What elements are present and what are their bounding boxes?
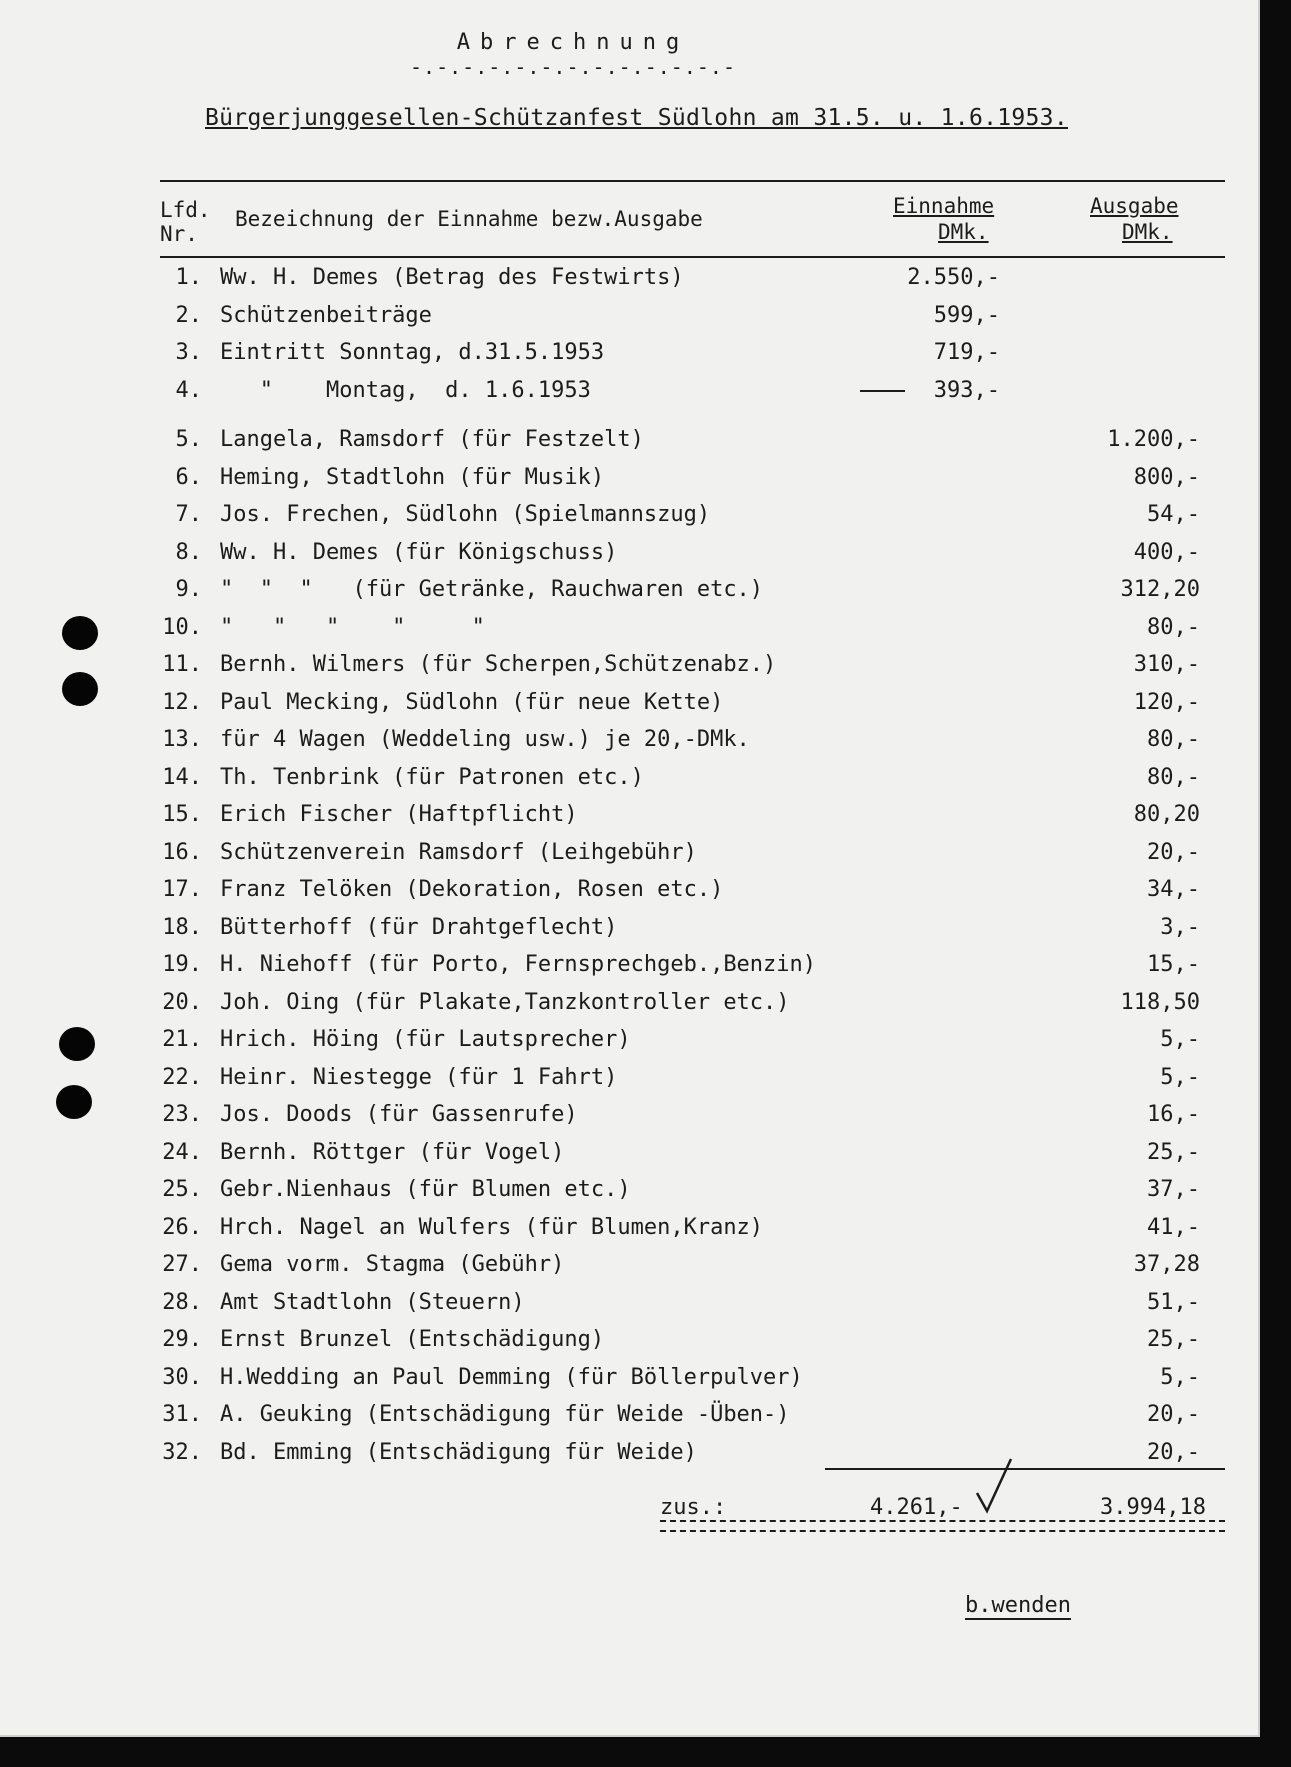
row-description: Franz Telöken (Dekoration, Rosen etc.): [220, 877, 724, 902]
row-expense: 41,-: [1147, 1214, 1200, 1240]
document-title: Abrechnung: [456, 30, 690, 55]
row-description: Schützenverein Ramsdorf (Leihgebühr): [220, 839, 697, 865]
row-description: Schützenbeiträge: [220, 302, 432, 328]
row-number: 32.: [162, 1439, 202, 1465]
row-description: Th. Tenbrink (für Patronen etc.): [220, 764, 644, 790]
row-description: Hrich. Höing (für Lautsprecher): [220, 1027, 631, 1052]
table-row: [0, 952, 1258, 988]
row-expense: 80,20: [1133, 802, 1200, 827]
row-number: 11.: [162, 652, 202, 677]
row-income: 719,-: [933, 340, 1000, 365]
turn-over-note: b.wenden: [965, 1593, 1071, 1618]
row-expense: 15,-: [1147, 952, 1200, 977]
row-number: 25.: [162, 1177, 202, 1202]
header-nr-line1: Lfd.: [160, 198, 211, 222]
table-row: [0, 652, 1258, 688]
row-expense: 5,-: [1160, 1027, 1200, 1052]
header-income-line2: DMk.: [938, 220, 989, 244]
row-expense: 80,-: [1147, 614, 1200, 640]
title-underline-decoration: -.-.-.-.-.-.-.-.-.-.-.-.-: [409, 55, 737, 79]
row-number: 24.: [162, 1139, 202, 1165]
table-header-rule: [160, 256, 1225, 258]
row-number: 8.: [175, 539, 202, 565]
table-row: [0, 1440, 1258, 1476]
row-expense: 120,-: [1133, 689, 1200, 715]
row-description: Erich Fischer (Haftpflicht): [220, 802, 578, 827]
row-description: Bütterhoff (für Drahtgeflecht): [220, 914, 618, 940]
row-number: 10.: [162, 614, 202, 640]
row-description: Langela, Ramsdorf (für Festzelt): [220, 427, 644, 452]
row-description: Ww. H. Demes (für Königschuss): [220, 539, 618, 565]
row-number: 27.: [162, 1252, 202, 1277]
row-number: 14.: [162, 764, 202, 790]
row-number: 21.: [162, 1027, 202, 1052]
row-expense: 80,-: [1147, 727, 1200, 752]
row-description: Jos. Doods (für Gassenrufe): [220, 1102, 578, 1127]
row-number: 23.: [162, 1102, 202, 1127]
row-expense: 80,-: [1147, 764, 1200, 790]
table-row: [0, 615, 1258, 651]
row-number: 6.: [175, 464, 202, 490]
row-expense: 400,-: [1133, 539, 1200, 565]
table-row: [0, 990, 1258, 1026]
total-expense: 3.994,18: [1100, 1495, 1206, 1520]
table-row: [0, 1327, 1258, 1363]
row-number: 2.: [175, 302, 202, 328]
row-number: 19.: [162, 952, 202, 977]
row-description: H. Niehoff (für Porto, Fernsprechgeb.,Benzin): [220, 952, 817, 977]
document-subtitle: Bürgerjunggesellen-Schützanfest Südlohn am 31.5. u. 1.6.1953.: [205, 105, 1068, 131]
row-expense: 20,-: [1147, 1439, 1200, 1465]
table-row: [0, 1065, 1258, 1101]
table-row: [0, 502, 1258, 538]
row-expense: 54,-: [1147, 502, 1200, 527]
row-description: für 4 Wagen (Weddeling usw.) je 20,-DMk.: [220, 727, 750, 752]
row-number: 18.: [162, 914, 202, 940]
row-number: 29.: [162, 1327, 202, 1352]
total-double-rule: [660, 1520, 1225, 1532]
row-income: 599,-: [933, 302, 1000, 328]
table-row: [0, 1102, 1258, 1138]
table-top-rule: [160, 180, 1225, 182]
row-number: 3.: [175, 340, 202, 365]
row-expense: 118,50: [1120, 989, 1200, 1015]
row-expense: 3,-: [1160, 914, 1200, 940]
row-description: Bernh. Wilmers (für Scherpen,Schützenabz.): [220, 652, 777, 677]
row-expense: 34,-: [1147, 877, 1200, 902]
row-description: Ernst Brunzel (Entschädigung): [220, 1327, 605, 1352]
row-expense: 25,-: [1147, 1327, 1200, 1352]
table-row: [0, 340, 1258, 376]
table-row: [0, 915, 1258, 951]
row-expense: 5,-: [1160, 1364, 1200, 1390]
table-row: [0, 765, 1258, 801]
row-expense: 310,-: [1133, 652, 1200, 677]
row-description: Amt Stadtlohn (Steuern): [220, 1289, 525, 1315]
row-expense: 1.200,-: [1107, 427, 1200, 452]
row-description: H.Wedding an Paul Demming (für Böllerpulver): [220, 1364, 803, 1390]
row-number: 30.: [162, 1364, 202, 1390]
table-row: [0, 1290, 1258, 1326]
table-row: [0, 690, 1258, 726]
header-description: Bezeichnung der Einnahme bezw.Ausgabe: [235, 207, 703, 231]
row-description: Jos. Frechen, Südlohn (Spielmannszug): [220, 502, 711, 527]
table-row: [0, 378, 1258, 414]
row-income: 2.550,-: [907, 265, 1000, 290]
table-row: [0, 1215, 1258, 1251]
table-row: [0, 877, 1258, 913]
table-row: [0, 840, 1258, 876]
table-row: [0, 577, 1258, 613]
income-subtotal-line: [860, 390, 905, 392]
row-description: Ww. H. Demes (Betrag des Festwirts): [220, 265, 684, 290]
row-description: Heming, Stadtlohn (für Musik): [220, 464, 605, 490]
row-description: Heinr. Niestegge (für 1 Fahrt): [220, 1064, 618, 1090]
row-description: Bernh. Röttger (für Vogel): [220, 1139, 565, 1165]
row-description: " Montag, d. 1.6.1953: [220, 377, 591, 403]
table-row: [0, 1402, 1258, 1438]
row-number: 17.: [162, 877, 202, 902]
header-expense-line2: DMk.: [1122, 220, 1173, 244]
row-expense: 37,28: [1133, 1252, 1200, 1277]
table-row: [0, 540, 1258, 576]
row-description: " " " (für Getränke, Rauchwaren etc.): [220, 577, 764, 602]
row-number: 22.: [162, 1064, 202, 1090]
total-label: zus.:: [660, 1495, 727, 1520]
row-description: " " " " ": [220, 614, 485, 640]
row-description: Joh. Oing (für Plakate,Tanzkontroller etc.): [220, 989, 790, 1015]
row-expense: 20,-: [1147, 839, 1200, 865]
row-number: 7.: [175, 502, 202, 527]
row-number: 16.: [162, 839, 202, 865]
table-row: [0, 465, 1258, 501]
table-row: [0, 265, 1258, 301]
header-expense-line1: Ausgabe: [1090, 194, 1179, 218]
row-expense: 800,-: [1133, 464, 1200, 490]
row-number: 28.: [162, 1289, 202, 1315]
header-nr-line2: Nr.: [160, 222, 198, 246]
row-number: 13.: [162, 727, 202, 752]
row-expense: 51,-: [1147, 1289, 1200, 1315]
row-number: 26.: [162, 1214, 202, 1240]
row-description: Hrch. Nagel an Wulfers (für Blumen,Kranz): [220, 1214, 764, 1240]
row-number: 15.: [162, 802, 202, 827]
row-expense: 16,-: [1147, 1102, 1200, 1127]
row-description: Gebr.Nienhaus (für Blumen etc.): [220, 1177, 631, 1202]
table-row: [0, 802, 1258, 838]
table-row: [0, 1252, 1258, 1288]
table-row: [0, 1027, 1258, 1063]
row-description: Eintritt Sonntag, d.31.5.1953: [220, 340, 605, 365]
row-expense: 312,20: [1120, 577, 1200, 602]
row-number: 12.: [162, 689, 202, 715]
row-description: Paul Mecking, Südlohn (für neue Kette): [220, 689, 724, 715]
row-number: 31.: [162, 1402, 202, 1427]
row-expense: 20,-: [1147, 1402, 1200, 1427]
row-description: Gema vorm. Stagma (Gebühr): [220, 1252, 565, 1277]
row-expense: 5,-: [1160, 1064, 1200, 1090]
row-number: 20.: [162, 989, 202, 1015]
table-row: [0, 1177, 1258, 1213]
row-expense: 25,-: [1147, 1139, 1200, 1165]
row-income: 393,-: [933, 377, 1000, 403]
table-row: [0, 1365, 1258, 1401]
row-number: 5.: [175, 427, 202, 452]
table-row: [0, 427, 1258, 463]
row-number: 9.: [175, 577, 202, 602]
header-income-line1: Einnahme: [893, 194, 995, 218]
row-expense: 37,-: [1147, 1177, 1200, 1202]
check-mark-icon: [975, 1455, 1015, 1515]
table-row: [0, 303, 1258, 339]
row-description: A. Geuking (Entschädigung für Weide -Üben-): [220, 1402, 790, 1427]
row-number: 1.: [175, 265, 202, 290]
row-description: Bd. Emming (Entschädigung für Weide): [220, 1439, 697, 1465]
row-number: 4.: [175, 377, 202, 403]
total-income: 4.261,-: [870, 1495, 963, 1520]
table-row: [0, 727, 1258, 763]
sum-rule: [825, 1468, 1225, 1470]
table-row: [0, 1140, 1258, 1176]
